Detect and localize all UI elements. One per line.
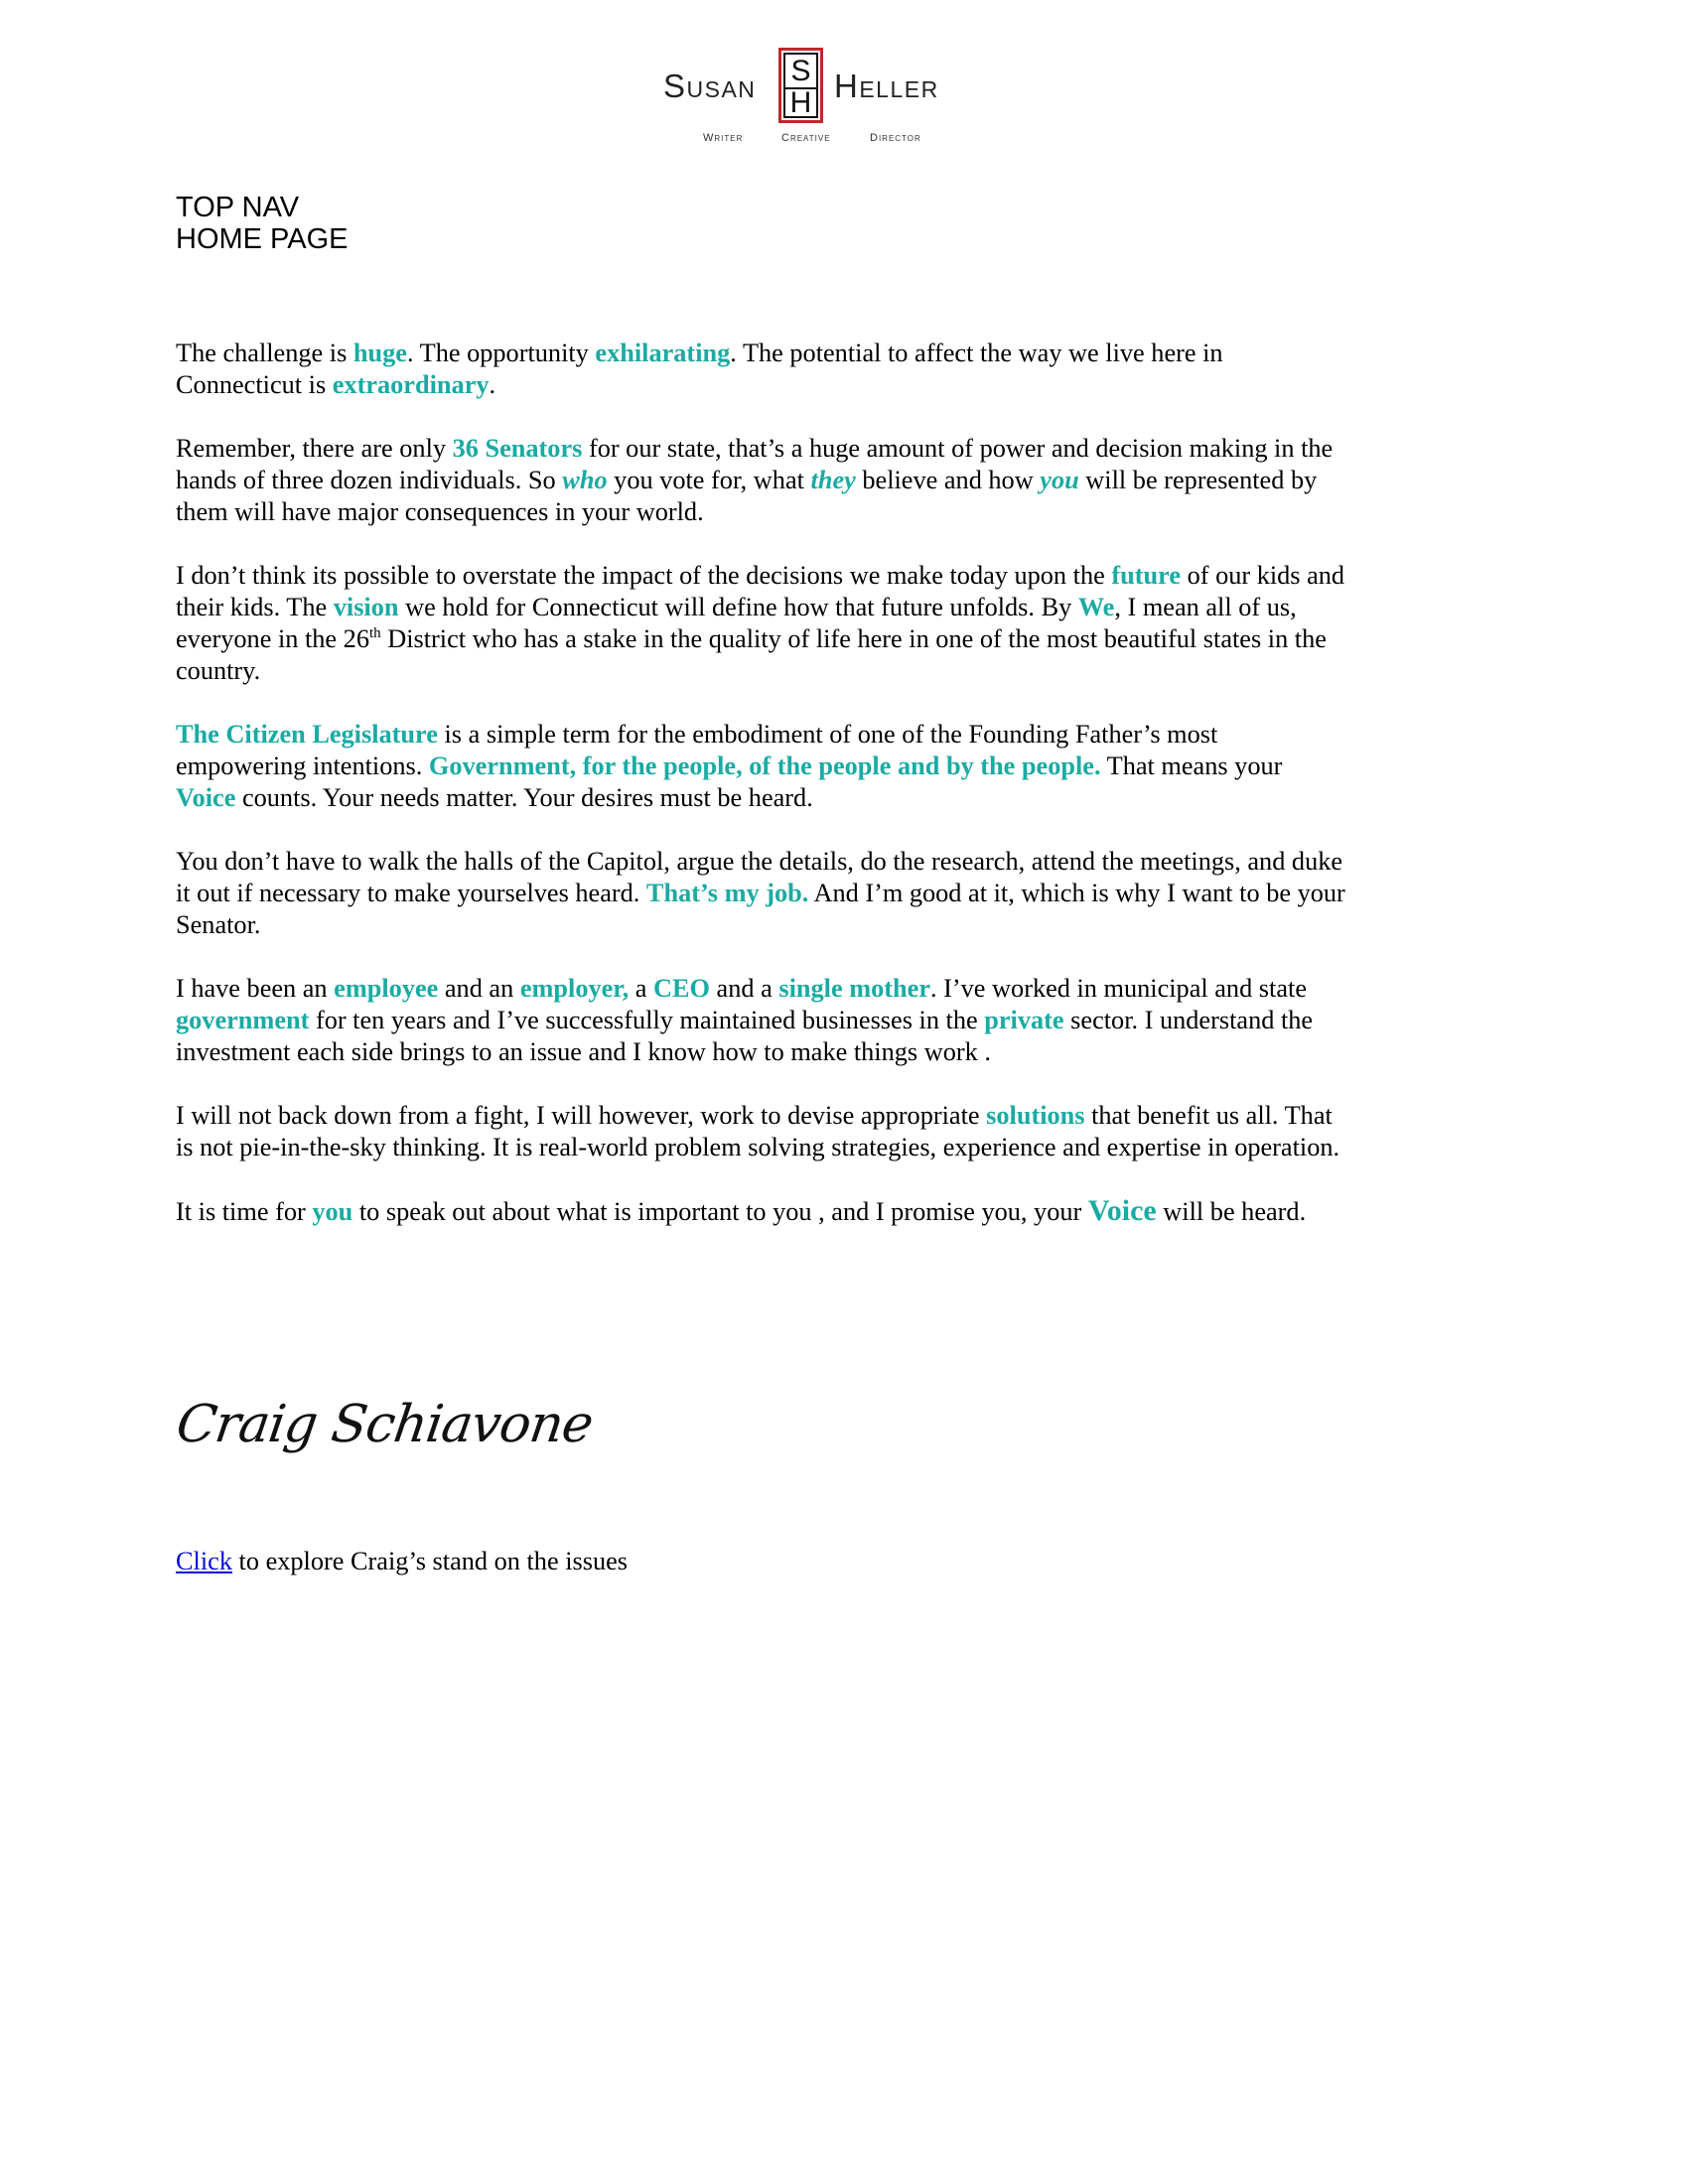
logo-first-name: Susan <box>663 68 757 104</box>
text-run: The challenge is <box>176 339 353 367</box>
highlight-you: you <box>312 1197 353 1226</box>
highlight-ceo: CEO <box>652 974 710 1003</box>
logo-monogram <box>778 48 823 123</box>
monogram-letter-bottom: H <box>789 86 812 119</box>
text-run: I have been an <box>176 974 335 1003</box>
text-run: counts. Your needs matter. Your desires must be heard. <box>235 783 813 812</box>
highlight-employee: employee <box>334 974 439 1003</box>
text-run: for our state, that’s a huge amount of power and decision making in the hands of three dozen individuals. So <box>176 434 1334 494</box>
highlight-we: We <box>1077 593 1115 621</box>
page-heading <box>176 192 349 255</box>
paragraph-challenge <box>176 338 1347 401</box>
text-run: That means your <box>1100 751 1283 780</box>
highlight-voice: Voice <box>176 783 236 812</box>
highlight-solutions: solutions <box>986 1101 1085 1130</box>
highlight-private: private <box>984 1006 1064 1034</box>
logo-last-name: Heller <box>834 68 939 104</box>
text-run: I don’t think its possible to overstate the impact of the decisions we make today upon the <box>176 561 1112 590</box>
paragraph-future <box>176 560 1347 687</box>
click-link[interactable]: Click <box>176 1547 232 1575</box>
highlight-future: future <box>1111 561 1182 590</box>
text-run: And I’m good at it, which is why I want to be your Senator. <box>176 879 1345 939</box>
paragraph-solutions <box>176 1100 1347 1163</box>
text-run: . The opportunity <box>406 339 596 367</box>
logo-tagline-creative: Creative <box>781 132 831 144</box>
heading-line-top-nav: TOP NAV <box>176 192 300 223</box>
text-run: and a <box>709 974 779 1003</box>
signature: Craig Schiavone <box>173 1395 597 1454</box>
highlight-government-quote: Government, for the people, of the people and by the people. <box>428 751 1101 780</box>
text-run: I will not back down from a fight, I will however, work to devise appropriate <box>176 1101 987 1130</box>
highlight-who: who <box>562 466 608 494</box>
highlight-employer: employer, <box>519 974 630 1003</box>
body-copy <box>176 338 1347 1260</box>
logo-tagline-writer: Writer <box>703 132 744 144</box>
highlight-thats-my-job: That’s my job. <box>645 879 809 907</box>
ordinal-superscript: th <box>368 625 381 642</box>
text-run: for ten years and I’ve successfully maintained businesses in the <box>309 1006 985 1034</box>
logo-tagline-director: Director <box>870 132 921 144</box>
highlight-huge: huge <box>352 339 407 367</box>
text-run: . <box>489 370 496 399</box>
issues-link-text: to explore Craig’s stand on the issues <box>231 1547 629 1575</box>
text-run: will be represented by them will have major consequences in your world. <box>176 466 1318 526</box>
highlight-you: you <box>1040 466 1079 494</box>
text-run: Remember, there are only <box>176 434 453 463</box>
paragraph-experience <box>176 973 1347 1068</box>
text-run: . The potential to affect the way we live here in Connecticut is <box>176 339 1223 399</box>
paragraph-citizen-legislature <box>176 719 1347 814</box>
monogram-letter-top: S <box>790 55 811 87</box>
highlight-vision: vision <box>333 593 399 621</box>
paragraph-senators <box>176 433 1347 528</box>
text-run: to speak out about what is important to you , and I promise you, your <box>352 1197 1088 1226</box>
text-run: that benefit us all. That is not pie-in-the-sky thinking. It is real-world problem solving strategies, experience and expertise in operation. <box>176 1101 1340 1161</box>
text-run: we hold for Connecticut will define how that future unfolds. By <box>398 593 1078 621</box>
text-run: believe and how <box>855 466 1041 494</box>
highlight-exhilarating: exhilarating <box>595 339 731 367</box>
highlight-36-senators: 36 Senators <box>452 434 583 463</box>
highlight-voice-large: Voice <box>1087 1194 1157 1227</box>
text-run: is a simple term for the embodiment of one of the Founding Father’s most empowering intentions. <box>176 720 1218 780</box>
highlight-citizen-legislature: The Citizen Legislature <box>176 720 438 749</box>
heading-line-home-page: HOME PAGE <box>176 223 349 255</box>
text-run: a <box>629 974 653 1003</box>
text-run: you vote for, what <box>607 466 811 494</box>
text-run: and an <box>438 974 520 1003</box>
highlight-government: government <box>176 1006 310 1034</box>
susan-heller-logo <box>0 48 1620 157</box>
highlight-extraordinary: extraordinary <box>332 370 490 399</box>
paragraph-speak-out <box>176 1195 1347 1228</box>
text-run: . I’ve worked in municipal and state <box>930 974 1307 1003</box>
text-run: It is time for <box>176 1197 313 1226</box>
text-run: sector. I understand the investment each side brings to an issue and I know how to make things work . <box>176 1006 1314 1066</box>
text-run: District who has a stake in the quality of life here in one of the most beautiful states in the country. <box>176 624 1327 685</box>
highlight-they: they <box>810 466 856 494</box>
issues-link-line <box>176 1546 628 1577</box>
paragraph-my-job <box>176 846 1347 941</box>
text-run: , I mean all of us, everyone in the 26 <box>176 593 1297 653</box>
highlight-single-mother: single mother <box>778 974 930 1003</box>
text-run: of our kids and their kids. The <box>176 561 1345 621</box>
text-run: You don’t have to walk the halls of the Capitol, argue the details, do the research, attend the meetings, and duke it out if necessary to make yourselves heard. <box>176 847 1343 907</box>
text-run: will be heard. <box>1156 1197 1307 1226</box>
